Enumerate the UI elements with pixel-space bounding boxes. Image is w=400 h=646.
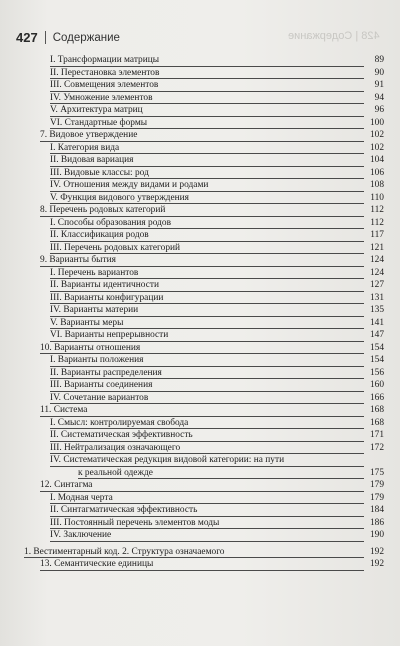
toc-entry bbox=[50, 104, 384, 116]
toc-entry-rule bbox=[50, 91, 364, 92]
toc-entry-page: 131 bbox=[369, 292, 384, 303]
toc-entry-rule bbox=[50, 466, 364, 467]
toc-entry bbox=[40, 204, 384, 216]
toc-entry-rule bbox=[50, 66, 364, 67]
toc-entry-page: 94 bbox=[374, 92, 384, 103]
toc-entry-page: 141 bbox=[369, 317, 384, 328]
toc-entry-rule bbox=[50, 341, 364, 342]
toc-entry-rule bbox=[50, 403, 364, 404]
toc-entry bbox=[50, 92, 384, 104]
toc-entry-page: 124 bbox=[369, 267, 384, 278]
toc-entry bbox=[40, 342, 384, 354]
toc-entry bbox=[50, 54, 384, 66]
toc-entry-rule bbox=[78, 478, 364, 479]
toc-entry-title: III. Варианты соединения bbox=[50, 380, 153, 390]
toc-entry-page: 110 bbox=[370, 192, 384, 203]
toc-entry-title: III. Варианты конфигурации bbox=[50, 292, 164, 303]
toc-entry-title: II. Систематическая эффективность bbox=[50, 430, 193, 440]
toc-entry-page: 104 bbox=[369, 155, 384, 165]
toc-entry-page: 172 bbox=[369, 442, 384, 453]
toc-entry bbox=[50, 354, 384, 366]
toc-entry-title: 1. Вестиментарный код. 2. Структура означаемого bbox=[24, 546, 225, 557]
toc-entry bbox=[40, 479, 384, 491]
toc-entry-title: VI. Стандартные формы bbox=[50, 117, 148, 128]
toc-entry-title: I. Перечень вариантов bbox=[50, 267, 139, 278]
toc-entry-title: III. Нейтрализация означающего bbox=[50, 442, 181, 453]
toc-entry bbox=[50, 454, 384, 466]
toc-entry bbox=[50, 417, 384, 429]
toc-entry bbox=[50, 67, 384, 79]
toc-entry-rule bbox=[50, 428, 364, 429]
toc-entry-rule bbox=[50, 503, 364, 504]
toc-entry bbox=[40, 254, 384, 266]
toc-entry bbox=[50, 267, 384, 279]
toc-entry-rule bbox=[50, 391, 364, 392]
toc-entry-title: IV. Заключение bbox=[50, 530, 112, 540]
toc-entry-title: II. Классификация родов bbox=[50, 230, 149, 240]
toc-entry-rule bbox=[40, 570, 364, 571]
toc-entry-page: 106 bbox=[369, 167, 384, 178]
toc-entry-page: 112 bbox=[370, 217, 384, 228]
toc-entry-title: V. Варианты меры bbox=[50, 317, 124, 328]
toc-entry bbox=[50, 79, 384, 91]
toc-entry-title: II. Варианты распределения bbox=[50, 367, 162, 378]
toc-entry bbox=[40, 558, 384, 570]
toc-entry-rule bbox=[50, 166, 364, 167]
page-number: 427 bbox=[16, 30, 38, 45]
toc-entry bbox=[50, 379, 384, 391]
toc-entry bbox=[50, 292, 384, 304]
toc-entry-page: 90 bbox=[374, 67, 384, 78]
toc-entry-page: 124 bbox=[369, 255, 384, 265]
toc-entry-rule bbox=[40, 216, 364, 217]
toc-entry-rule bbox=[50, 378, 364, 379]
toc-entry bbox=[50, 367, 384, 379]
toc-entry bbox=[50, 229, 384, 241]
toc-entry-page: 117 bbox=[370, 230, 384, 240]
toc-entry bbox=[50, 192, 384, 204]
toc-entry-rule bbox=[50, 253, 364, 254]
toc-entry-title: I. Трансформации матрицы bbox=[50, 55, 160, 65]
running-title: Содержание bbox=[52, 31, 120, 44]
toc-entry-rule bbox=[50, 191, 364, 192]
toc-entry-page: 154 bbox=[369, 355, 384, 365]
toc-entry-rule bbox=[40, 353, 364, 354]
toc-entry-rule bbox=[50, 528, 364, 529]
toc-entry-page: 192 bbox=[369, 559, 384, 569]
toc-entry bbox=[50, 279, 384, 291]
toc-entry bbox=[50, 179, 384, 191]
toc-entry bbox=[50, 492, 384, 504]
toc-entry-rule bbox=[50, 328, 364, 329]
toc-entry-title: 9. Варианты бытия bbox=[40, 255, 116, 265]
toc-entry bbox=[50, 442, 384, 454]
toc-entry-title: VI. Варианты непрерывности bbox=[50, 330, 169, 340]
toc-entry-title: 10. Варианты отношения bbox=[40, 342, 141, 353]
toc-entry-rule bbox=[50, 241, 364, 242]
toc-entry-title: 7. Видовое утверждение bbox=[40, 130, 138, 140]
toc-entry bbox=[24, 546, 384, 558]
toc-entry-title: 11. Система bbox=[40, 405, 88, 415]
toc-entry-title: III. Видовые классы: род bbox=[50, 167, 149, 178]
toc-entry-page: 102 bbox=[369, 142, 384, 153]
toc-entry bbox=[50, 529, 384, 541]
toc-entry-rule bbox=[50, 203, 364, 204]
toc-entry bbox=[50, 517, 384, 529]
toc-entry-rule bbox=[50, 303, 364, 304]
toc-entry-title: IV. Варианты материи bbox=[50, 305, 139, 315]
toc-entry-page: 168 bbox=[369, 417, 384, 428]
toc-entry-title: IV. Умножение элементов bbox=[50, 92, 153, 103]
toc-entry-title: III. Перечень родовых категорий bbox=[50, 242, 181, 253]
toc-entry-rule bbox=[50, 153, 364, 154]
toc-entry-title: I. Смысл: контролируемая свобода bbox=[50, 417, 189, 428]
toc-entry-rule bbox=[50, 78, 364, 79]
toc-entry-title: IV. Отношения между видами и родами bbox=[50, 180, 209, 190]
toc-entry-rule bbox=[24, 557, 364, 558]
toc-entry-page: 166 bbox=[369, 392, 384, 403]
toc-entry bbox=[50, 317, 384, 329]
toc-entry-page: 108 bbox=[369, 180, 384, 190]
toc-entry bbox=[40, 404, 384, 416]
toc-entry-page: 127 bbox=[369, 280, 384, 290]
toc-entry bbox=[50, 167, 384, 179]
toc-entry-title: II. Синтагматическая эффективность bbox=[50, 505, 198, 515]
toc-entry-page: 89 bbox=[374, 55, 384, 65]
toc-entry bbox=[50, 117, 384, 129]
toc-entry bbox=[50, 217, 384, 229]
toc-entry-title: III. Постоянный перечень элементов моды bbox=[50, 517, 220, 528]
toc-entry bbox=[50, 242, 384, 254]
toc-entry-title: IV. Систематическая редукция видовой категории: на пути bbox=[50, 455, 285, 465]
toc-entry-rule bbox=[50, 128, 364, 129]
toc-entry-rule bbox=[50, 441, 364, 442]
toc-entry bbox=[50, 154, 384, 166]
toc-entry-rule bbox=[50, 103, 364, 104]
toc-entry-page: 168 bbox=[369, 405, 384, 415]
toc-entry-page: 179 bbox=[369, 492, 384, 503]
toc-entry-title: III. Совмещения элементов bbox=[50, 80, 159, 90]
header-separator bbox=[45, 31, 46, 44]
toc-entry-rule bbox=[40, 266, 364, 267]
toc-entry-page: 91 bbox=[374, 80, 384, 90]
toc-entry-rule bbox=[50, 278, 364, 279]
toc-entry-title: I. Модная черта bbox=[50, 492, 113, 503]
toc-entry bbox=[50, 392, 384, 404]
toc-entry-title: II. Перестановка элементов bbox=[50, 67, 160, 78]
toc-entry-rule bbox=[50, 453, 364, 454]
toc-entry-title: 8. Перечень родовых категорий bbox=[40, 205, 166, 215]
toc-entry-rule bbox=[50, 516, 364, 517]
toc-entry-title: 12. Синтагма bbox=[40, 480, 93, 490]
toc-entry-page: 186 bbox=[369, 517, 384, 528]
toc-entry bbox=[50, 329, 384, 341]
toc-entry-page: 112 bbox=[370, 205, 384, 215]
toc-entry-title: I. Варианты положения bbox=[50, 355, 144, 365]
toc-entry-page: 179 bbox=[369, 480, 384, 490]
toc-entry-rule bbox=[50, 228, 364, 229]
toc-entry-page: 171 bbox=[369, 430, 384, 440]
show-through-text: 428 | Содержание bbox=[288, 30, 380, 42]
toc-entry-rule bbox=[40, 141, 364, 142]
toc-entry-title: IV. Сочетание вариантов bbox=[50, 392, 149, 403]
toc-entry-rule bbox=[50, 316, 364, 317]
toc-entry-title: к реальной одежде bbox=[78, 467, 153, 478]
toc-entry-rule bbox=[40, 416, 364, 417]
toc-entry-title: II. Варианты идентичности bbox=[50, 280, 159, 290]
toc-entry bbox=[50, 142, 384, 154]
toc-entry-rule bbox=[50, 116, 364, 117]
toc-entry-page: 154 bbox=[369, 342, 384, 353]
toc-entry-title: 13. Семантические единицы bbox=[40, 559, 154, 569]
toc-entry-page: 184 bbox=[369, 505, 384, 515]
toc-entry bbox=[50, 429, 384, 441]
toc-entry-page: 190 bbox=[369, 530, 384, 540]
toc-entry-page: 147 bbox=[369, 330, 384, 340]
toc-entry bbox=[50, 504, 384, 516]
toc-entry-page: 96 bbox=[374, 105, 384, 115]
toc-entry-page: 156 bbox=[369, 367, 384, 378]
toc-entry-page: 160 bbox=[369, 380, 384, 390]
toc-entry bbox=[40, 129, 384, 141]
toc-entry-title: V. Функция видового утверждения bbox=[50, 192, 189, 203]
toc-entry-page: 175 bbox=[369, 467, 384, 478]
toc-entry-rule bbox=[50, 366, 364, 367]
toc-entry-page: 121 bbox=[369, 242, 384, 253]
toc-entry-page: 100 bbox=[369, 117, 384, 128]
toc-entry-title: II. Видовая вариация bbox=[50, 155, 134, 165]
toc-entry-title: V. Архитектура матриц bbox=[50, 105, 143, 115]
toc-entry-rule bbox=[40, 491, 364, 492]
toc-entry bbox=[50, 304, 384, 316]
toc-entry-rule bbox=[50, 541, 364, 542]
toc-entry bbox=[78, 467, 384, 479]
toc-entry-rule bbox=[50, 178, 364, 179]
toc-entry-title: I. Способы образования родов bbox=[50, 217, 172, 228]
page-header bbox=[16, 30, 120, 45]
toc-entry-page: 192 bbox=[369, 546, 384, 557]
toc-entry-page: 135 bbox=[369, 305, 384, 315]
toc-entry-title: I. Категория вида bbox=[50, 142, 120, 153]
toc-entry-page: 102 bbox=[369, 130, 384, 140]
toc-entry-rule bbox=[50, 291, 364, 292]
